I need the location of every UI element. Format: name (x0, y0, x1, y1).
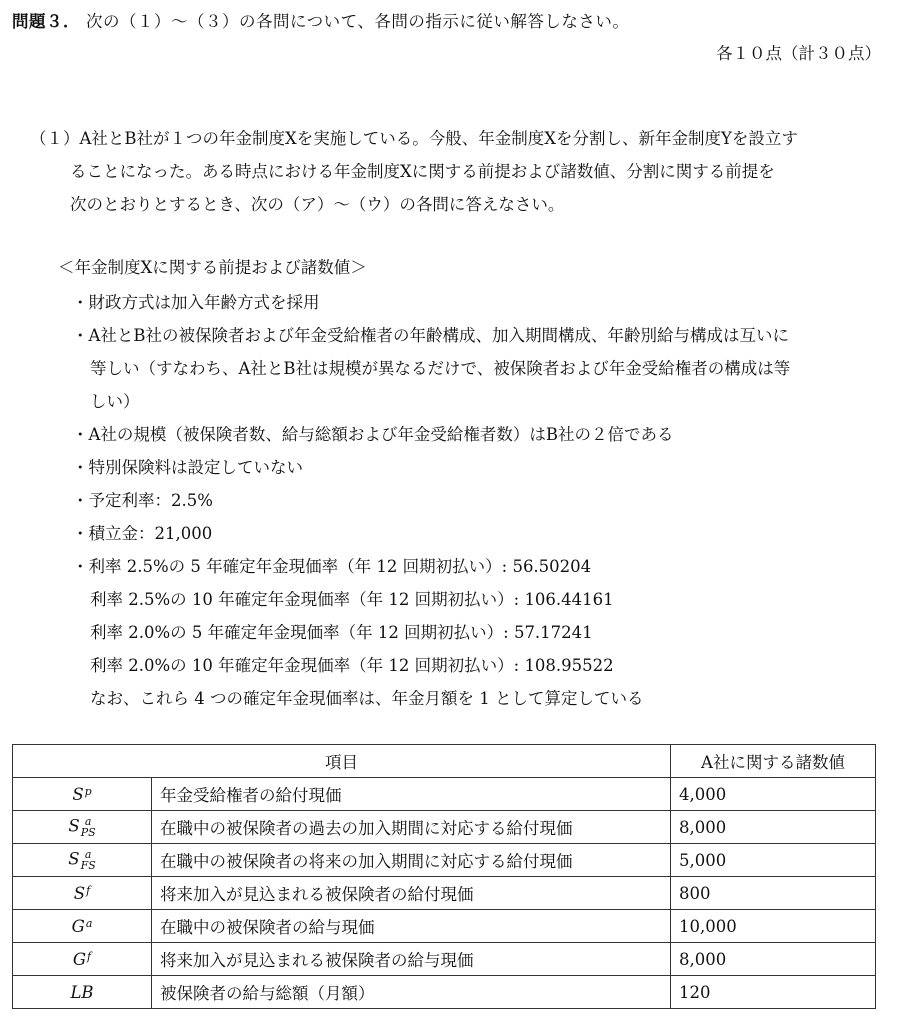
problem-label: 問題３． (12, 12, 80, 31)
row-symbol (13, 811, 152, 844)
bullet-line: ・特別保険料は設定していない (72, 458, 303, 477)
row-description: 年金受給権者の給付現価 (152, 778, 671, 811)
table-row (13, 910, 876, 943)
problem1-line1-text: A社とB社が１つの年金制度Xを実施している。今般、年金制度Xを分割し、新年金制度Yを設立す (79, 129, 798, 148)
table-row (13, 976, 876, 1009)
symbol-superscript: a (84, 848, 92, 861)
problem1-text (30, 122, 892, 221)
symbol-scripts (84, 784, 92, 801)
table-header-value: A社に関する諸数値 (671, 745, 876, 778)
table-header-item: 項目 (13, 745, 671, 778)
problem-instruction: 次の（１）～（３）の各問について、各問の指示に従い解答しなさい。 (86, 12, 630, 31)
section-title: ＜年金制度Xに関する前提および諸数値＞ (58, 258, 367, 277)
table-row (13, 877, 876, 910)
symbol-subscript: PS (80, 826, 96, 839)
problem1-line-1 (30, 122, 892, 155)
row-value: 8,000 (671, 943, 876, 976)
bullet-line: 等しい（すなわち、A社とB社は規模が異なるだけで、被保険者および年金受給権者の構成は等 (90, 359, 791, 378)
bullet-line: 利率 2.0%の 10 年確定年金現価率（年 12 回期初払い）: 108.95522 (90, 656, 614, 675)
bullet-line: ・予定利率：2.5% (72, 491, 213, 510)
bullet-line: ・積立金：21,000 (72, 524, 213, 543)
bullet-line: ・財政方式は加入年齢方式を採用 (72, 293, 320, 312)
points-note: 各１０点（計３０点） (716, 44, 881, 63)
bullet-line: ・A社の規模（被保険者数、給与総額および年金受給権者数）はB社の２倍である (72, 425, 674, 444)
symbol-superscript: f (87, 949, 92, 963)
symbol-superscript: a (85, 916, 93, 930)
table-row (13, 811, 876, 844)
row-value: 10,000 (671, 910, 876, 943)
symbol-base: G (72, 949, 87, 969)
problem-heading (12, 8, 629, 32)
row-description: 被保険者の給与総額（月額） (152, 976, 671, 1009)
table-row (13, 778, 876, 811)
bullet-line: 利率 2.0%の 5 年確定年金現価率（年 12 回期初払い）: 57.17241 (90, 623, 593, 642)
row-description: 将来加入が見込まれる被保険者の給付現価 (152, 877, 671, 910)
symbol-base: LB (70, 982, 94, 1002)
symbol-superscript: f (86, 883, 91, 897)
table-row (13, 943, 876, 976)
symbol-scripts (81, 816, 96, 838)
row-symbol (13, 778, 152, 811)
row-symbol (13, 844, 152, 877)
row-symbol (13, 976, 152, 1009)
bullet-line: ・利率 2.5%の 5 年確定年金現価率（年 12 回期初払い）: 56.50204 (72, 557, 592, 576)
row-value: 8,000 (671, 811, 876, 844)
bullet-line: ・A社とB社の被保険者および年金受給権者の年齢構成、加入期間構成、年齢別給与構成は互いに (72, 326, 790, 345)
symbol-scripts (85, 916, 93, 933)
row-description: 在職中の被保険者の給与現価 (152, 910, 671, 943)
symbol-scripts (86, 883, 91, 900)
symbol-base: S (72, 784, 84, 804)
symbol-base: S (73, 883, 86, 903)
problem1-line-3: 次のとおりとするとき、次の（ア）～（ウ）の各問に答えなさい。 (70, 195, 565, 214)
bullet-line: 利率 2.5%の 10 年確定年金現価率（年 12 回期初払い）: 106.44161 (90, 590, 614, 609)
symbol-scripts (81, 849, 96, 871)
bullet-line: しい） (90, 392, 140, 411)
symbol-base: G (71, 916, 85, 936)
symbol-base: S (68, 816, 80, 836)
problem1-number: （１） (30, 129, 80, 148)
row-description: 在職中の被保険者の過去の加入期間に対応する給付現価 (152, 811, 671, 844)
row-value: 800 (671, 877, 876, 910)
row-description: 将来加入が見込まれる被保険者の給与現価 (152, 943, 671, 976)
row-value: 120 (671, 976, 876, 1009)
table-row (13, 844, 876, 877)
values-table (12, 744, 876, 1009)
row-symbol (13, 943, 152, 976)
row-symbol (13, 877, 152, 910)
bullet-line: なお、これら 4 つの確定年金現価率は、年金月額を 1 として算定している (90, 689, 644, 708)
symbol-base: S (68, 849, 80, 869)
symbol-superscript: p (84, 784, 92, 798)
assumption-list (72, 286, 892, 715)
symbol-superscript: a (84, 815, 92, 828)
symbol-scripts (87, 949, 92, 966)
symbol-subscript: FS (80, 859, 96, 872)
row-description: 在職中の被保険者の将来の加入期間に対応する給付現価 (152, 844, 671, 877)
row-value: 5,000 (671, 844, 876, 877)
row-symbol (13, 910, 152, 943)
row-value: 4,000 (671, 778, 876, 811)
table-header-row (13, 745, 876, 778)
problem1-line-2: ることになった。ある時点における年金制度Xに関する前提および諸数値、分割に関する前提を (70, 162, 775, 181)
